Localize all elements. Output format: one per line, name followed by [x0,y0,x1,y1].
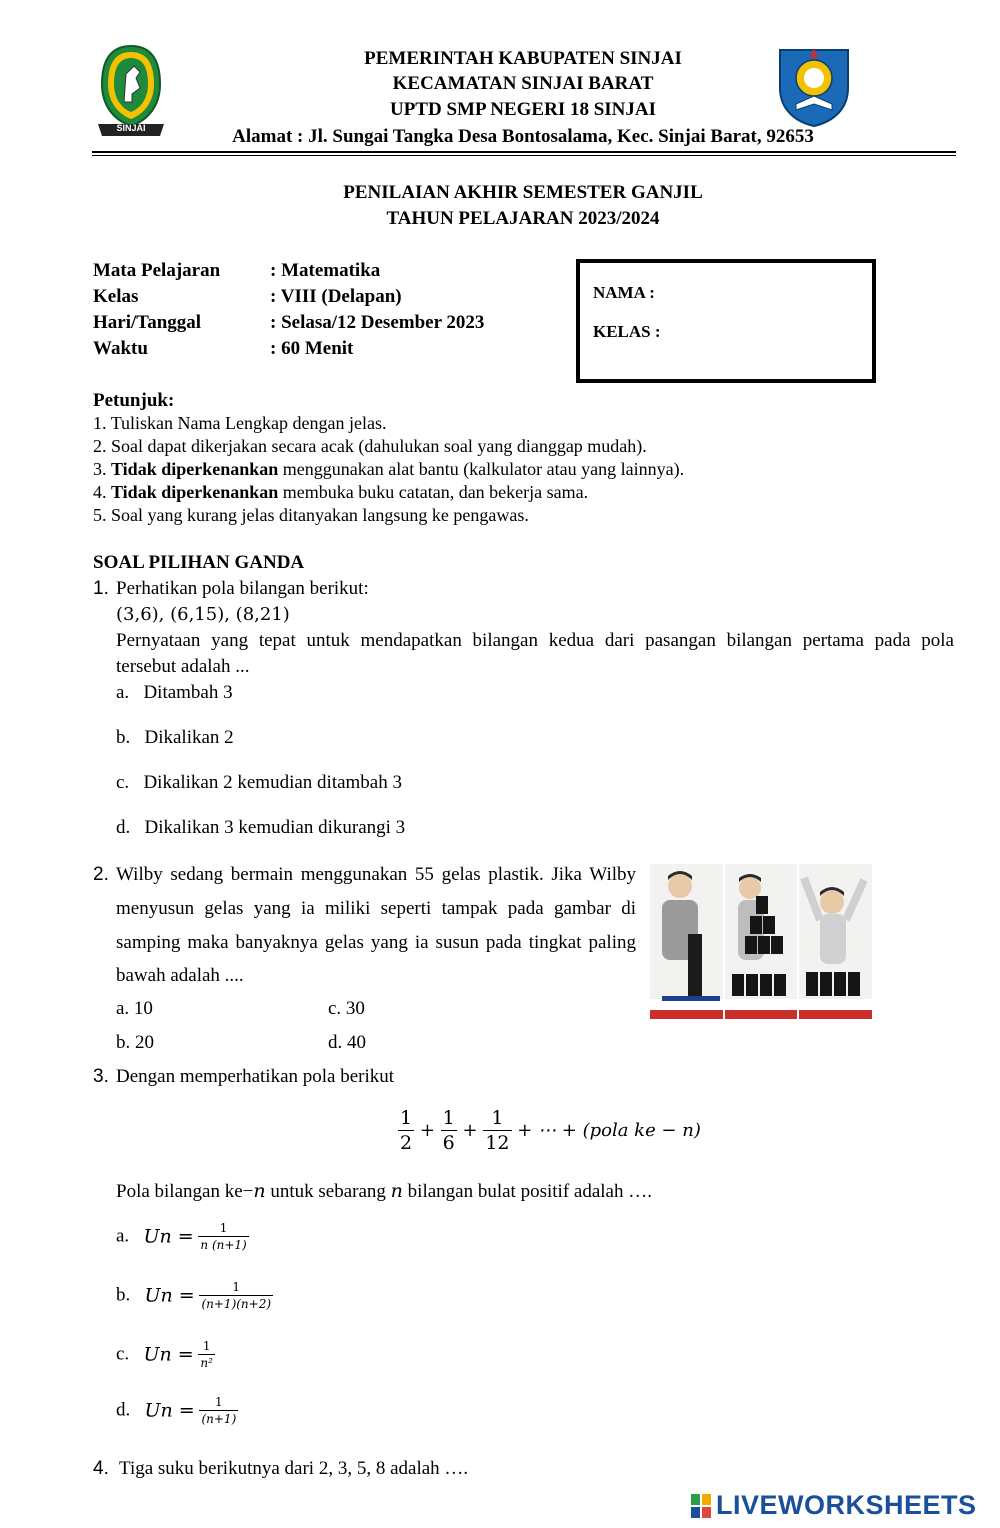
question-number: 4. [93,1458,109,1479]
header-divider [92,151,956,153]
info-value: : VIII (Delapan) [270,286,402,307]
answer-option-a[interactable]: a. 10 [116,998,153,1019]
question-number: 1. [93,578,109,599]
question-text-line: bawah adalah .... [116,965,244,986]
answer-option-c[interactable]: c. Dikalikan 2 kemudian ditambah 3 [116,772,402,793]
left-logo [96,44,166,140]
header-line1: PEMERINTAH KABUPATEN SINJAI [364,48,682,69]
info-label: Hari/Tanggal [93,312,202,333]
answer-option-d[interactable]: d. 40 [328,1032,366,1053]
series-tail: + ⋯ + (pola ke − n) [517,1120,701,1141]
answer-option-d[interactable]: d. Dikalikan 3 kemudian dikurangi 3 [116,817,406,838]
liveworksheets-icon [690,1493,712,1519]
question-statement: Pernyataan yang tepat untuk mendapatkan bilangan kedua dari pasangan bilangan pertama pada pola [116,630,954,651]
answer-option-d[interactable]: d. Un = $\frac{1}{(n+1)}$ [116,1395,237,1426]
question-statement: tersebut adalah ... [116,656,250,677]
header-address: Alamat : Jl. Sungai Tangka Desa Bontosalama, Kec. Sinjai Barat, 92653 [232,126,814,147]
kelas-field[interactable]: KELAS : [593,322,661,341]
left-logo-text: SINJAI [116,123,146,133]
number-pattern: (3,6), (6,15), (8,21) [116,604,290,625]
answer-option-a[interactable]: a. Un = $\frac{1}{n (n+1)}$ [116,1221,247,1252]
nama-field[interactable]: NAMA : [593,283,655,302]
instruction-item: 5. Soal yang kurang jelas ditanyakan langsung ke pengawas. [93,505,529,525]
question-text-line: samping maka banyaknya gelas yang ia susun pada tingkat paling [116,932,636,953]
answer-option-a[interactable]: a. Ditambah 3 [116,682,233,703]
cup-stacking-photo [650,864,872,1019]
instruction-item: 4. Tidak diperkenankan membuka buku catatan, dan bekerja sama. [93,482,589,502]
fraction: $\frac{1}{6}$ [442,1107,455,1154]
instruction-item: 3. Tidak diperkenankan menggunakan alat bantu (kalkulator atau yang lainnya). [93,459,685,479]
question-prompt: Pola bilangan ke−n untuk sebarang n bilangan bulat positif adalah …. [116,1180,652,1202]
info-value: : Matematika [270,260,381,281]
answer-option-b[interactable]: b. Un = $\frac{1}{(n+1)(n+2)}$ [116,1280,272,1311]
series-formula: $\frac{1}{2}$ + $\frac{1}{6}$ + $\frac{1}{12}$ + ⋯ + (pola ke − n) [400,1107,701,1154]
fraction: $\frac{1}{\text{n²}}$ [200,1339,213,1370]
right-logo [776,44,852,128]
header-line2: KECAMATAN SINJAI BARAT [392,73,654,94]
question-text-line: menyusun gelas yang ia miliki seperti tampak pada gambar di [116,898,636,919]
question-number: 3. [93,1066,109,1087]
fraction: $\frac{1}{(n+1)}$ [201,1395,237,1426]
header-line3: UPTD SMP NEGERI 18 SINJAI [389,99,657,120]
instruction-item: 1. Tuliskan Nama Lengkap dengan jelas. [93,413,387,433]
instructions-title: Petunjuk: [93,390,175,411]
instruction-item: 2. Soal dapat dikerjakan secara acak (dahulukan soal yang dianggap mudah). [93,436,647,456]
fraction: $\frac{1}{2}$ [400,1107,413,1154]
question-text: Dengan memperhatikan pola berikut [116,1066,395,1087]
question-text: Perhatikan pola bilangan berikut: [116,578,369,599]
liveworksheets-wordmark: LIVEWORKSHEETS [716,1490,977,1520]
question-text-line: Wilby sedang bermain menggunakan 55 gelas plastik. Jika Wilby [116,864,636,885]
exam-year: TAHUN PELAJARAN 2023/2024 [386,208,660,229]
fraction: $\frac{1}{12}$ [485,1107,510,1154]
answer-option-c[interactable]: c. 30 [328,998,365,1019]
section-title: SOAL PILIHAN GANDA [93,552,305,573]
fraction: $\frac{1}{(n+1)(n+2)}$ [201,1280,272,1311]
fraction: $\frac{1}{n (n+1)}$ [200,1221,247,1252]
question-text: Tiga suku berikutnya dari 2, 3, 5, 8 adalah …. [119,1458,469,1479]
info-label: Mata Pelajaran [93,260,221,281]
answer-option-c[interactable]: c. Un = $\frac{1}{\text{n²}}$ [116,1339,213,1370]
liveworksheets-logo [690,1490,977,1522]
info-value: : Selasa/12 Desember 2023 [270,312,485,333]
info-value: : 60 Menit [270,338,354,359]
student-identity-box [576,259,876,383]
answer-option-b[interactable]: b. 20 [116,1032,154,1053]
exam-title: PENILAIAN AKHIR SEMESTER GANJIL [343,182,703,203]
question-number: 2. [93,864,109,885]
info-label: Kelas [93,286,139,307]
header-divider-thin [92,155,956,156]
info-label: Waktu [93,338,148,359]
answer-option-b[interactable]: b. Dikalikan 2 [116,727,234,748]
